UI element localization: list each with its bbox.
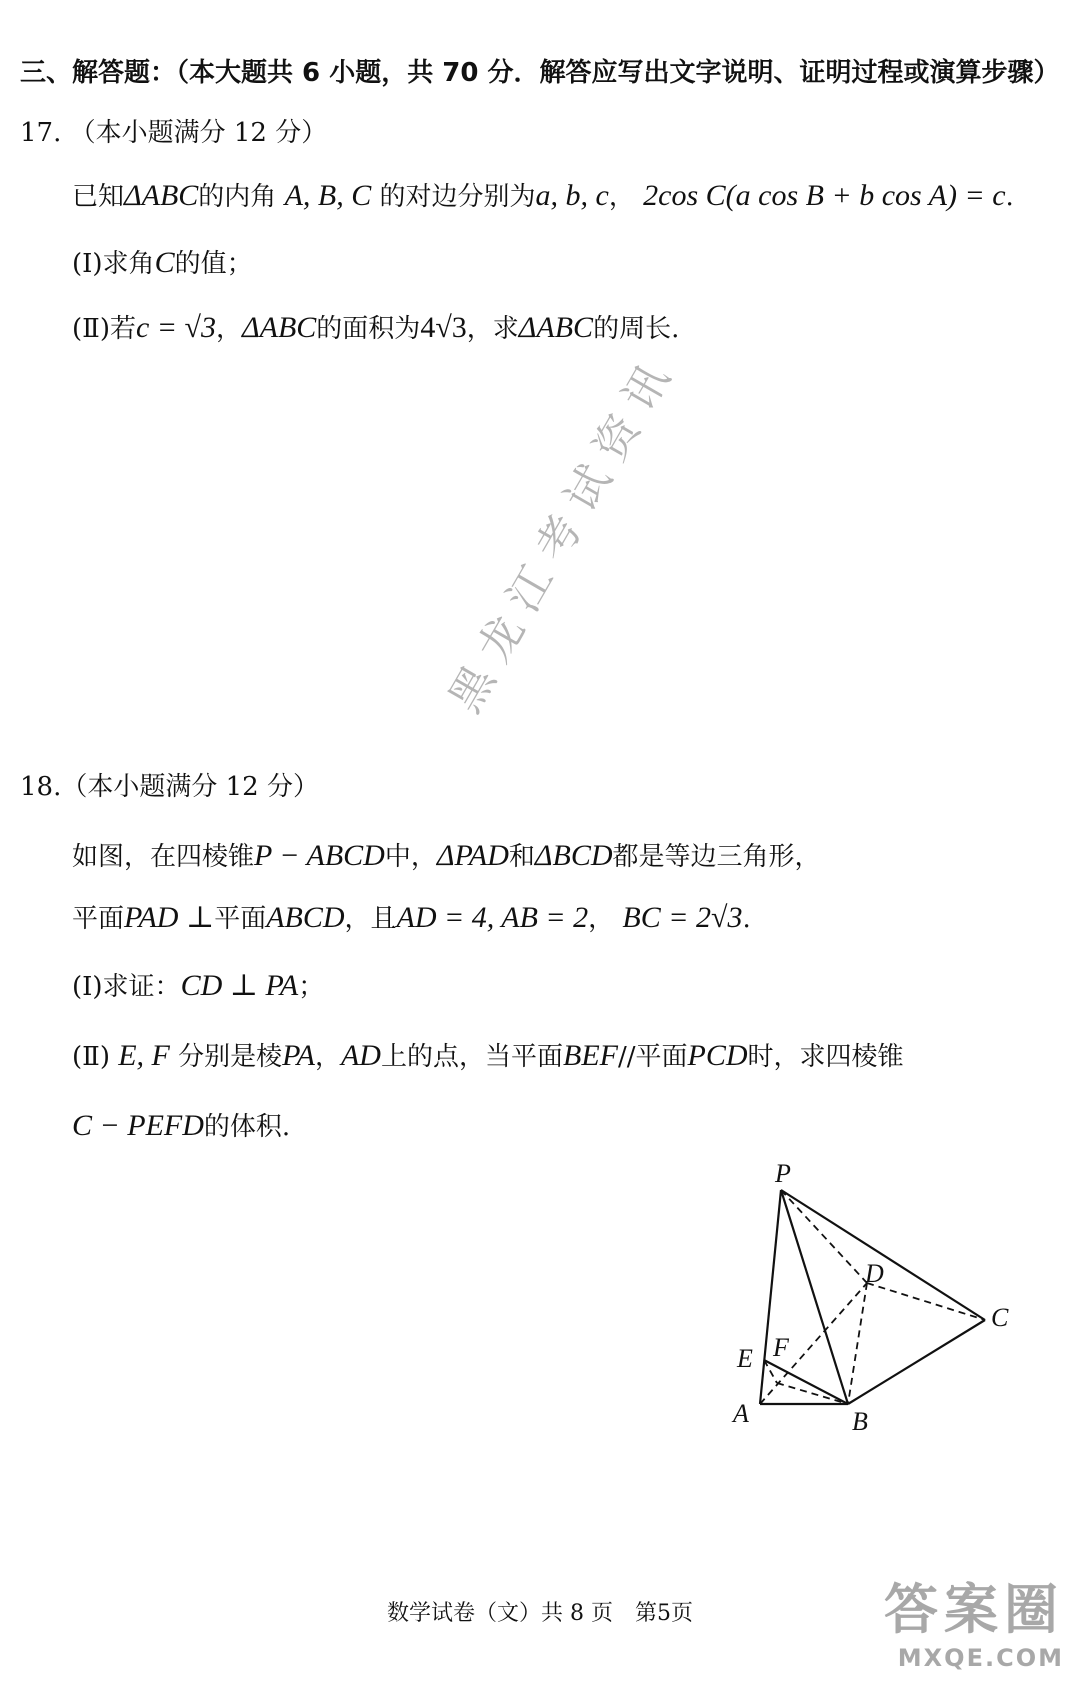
math-expr: CD ⊥ PA: [180, 969, 299, 1002]
text: ，且: [344, 904, 397, 934]
corner-url: MXQE.COM: [897, 1644, 1064, 1672]
text: ，: [314, 1042, 341, 1072]
math-expr: E, F: [118, 1039, 170, 1072]
math-expr: a, b, c: [535, 179, 609, 212]
math-expr: ΔABC: [242, 311, 317, 344]
text: 如图，在四棱锥: [72, 842, 255, 872]
text: ，: [216, 314, 243, 344]
text: 的内角: [198, 182, 277, 212]
text: 的体积.: [203, 1112, 291, 1142]
math-expr: BEF: [563, 1039, 618, 1072]
text: 都是等边三角形，: [612, 842, 821, 872]
math-expr: ΔPAD: [436, 839, 509, 872]
q17-header: 17. （本小题满分 12 分）: [20, 118, 328, 148]
text: //平面: [617, 1042, 688, 1072]
text: (Ⅱ): [72, 1042, 110, 1072]
edge-PC: [781, 1190, 985, 1320]
math-expr: P − ABCD: [254, 839, 385, 872]
text: (Ⅱ)若: [72, 314, 136, 344]
math-expr: ΔBCD: [534, 839, 613, 872]
text: (Ⅰ)求证：: [72, 972, 181, 1002]
math-expr: ΔABC: [124, 179, 199, 212]
label-A: A: [733, 1399, 749, 1428]
text: 的周长.: [593, 314, 680, 344]
label-C: C: [991, 1303, 1009, 1332]
text: 中，: [384, 842, 437, 872]
text: ，: [588, 904, 615, 934]
text: 和: [508, 842, 535, 872]
label-B: B: [852, 1407, 868, 1436]
text: 的值；: [174, 249, 253, 279]
math-expr: PAD ⊥: [124, 901, 215, 934]
math-expr: A, B, C: [284, 179, 372, 212]
edge-DC: [867, 1283, 985, 1320]
math-expr: ABCD: [266, 901, 345, 934]
q18-part2: [72, 1038, 904, 1074]
math-expr: c = √3: [135, 311, 216, 344]
edge-BC: [848, 1320, 985, 1404]
label-F: F: [773, 1333, 789, 1362]
text: 的对边分别为: [379, 182, 536, 212]
label-D: D: [865, 1259, 884, 1288]
section-heading: 三、解答题：（本大题共 6 小题，共 70 分．解答应写出文字说明、证明过程或演算步骤）: [20, 58, 1060, 88]
q18-part1: [72, 968, 324, 1004]
watermark: 黑龙江考试资讯: [439, 343, 687, 721]
corner-logo-text: 答案圈: [884, 1578, 1064, 1641]
text: 分别是棱: [178, 1042, 283, 1072]
text: 平面: [214, 904, 267, 934]
math-expr: PCD: [687, 1039, 748, 1072]
text: 上的点，当平面: [380, 1042, 563, 1072]
text: 平面: [72, 904, 125, 934]
text: .: [742, 904, 751, 934]
text: 已知: [72, 182, 125, 212]
math-expr: AD: [340, 1039, 381, 1072]
text: 时，求四棱锥: [747, 1042, 904, 1072]
text: ；: [298, 972, 325, 1002]
q17-stem: [72, 178, 1014, 214]
math-expr: 4√3: [420, 311, 467, 344]
math-expr: PA: [282, 1039, 315, 1072]
math-expr: ΔABC: [518, 311, 594, 344]
q17-part2: [72, 310, 679, 346]
q18-header: 18.（本小题满分 12 分）: [20, 772, 319, 802]
text: 的面积为: [316, 314, 421, 344]
pyramid-figure: [715, 1160, 1015, 1450]
label-E: E: [737, 1344, 753, 1373]
label-P: P: [775, 1160, 791, 1188]
math-expr: C: [154, 246, 175, 279]
text: ，求: [466, 314, 519, 344]
math-expr: AD = 4, AB = 2: [396, 901, 589, 934]
q18-part2-cont: [72, 1108, 290, 1144]
q18-line2: [72, 900, 751, 936]
math-expr: C − PEFD: [72, 1109, 204, 1142]
math-expr: 2cos C(a cos B + b cos A) = c: [643, 179, 1006, 212]
q17-part1: [72, 245, 253, 281]
text: .: [1005, 182, 1014, 212]
text: ，: [608, 182, 635, 212]
q18-line1: [72, 838, 821, 874]
edge-PB: [781, 1190, 848, 1404]
text: (Ⅰ)求角: [72, 249, 155, 279]
math-expr: BC = 2√3: [622, 901, 743, 934]
corner-watermark: [884, 1567, 1064, 1672]
page-footer: 数学试卷（文）共 8 页 第5页: [387, 1601, 693, 1626]
